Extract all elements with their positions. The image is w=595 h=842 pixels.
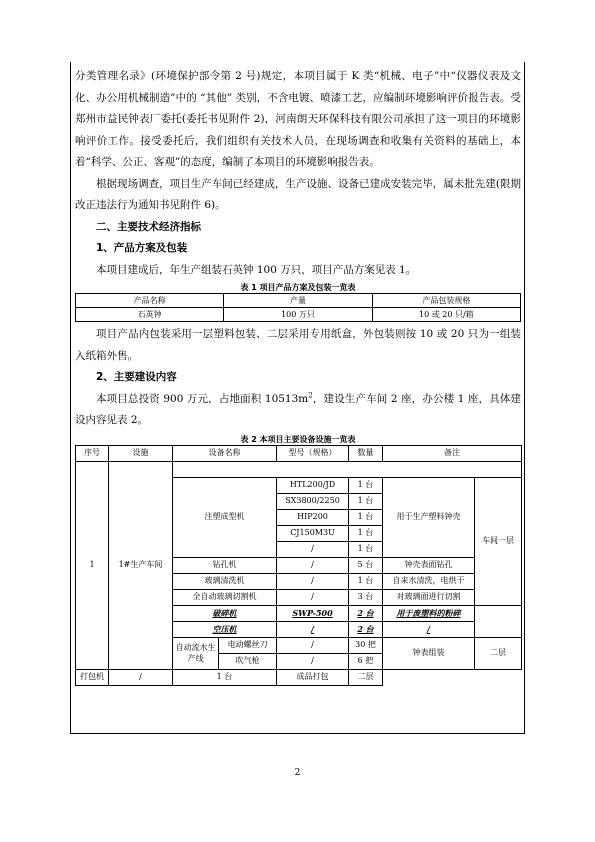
- table-cell: 破碎机: [173, 605, 277, 621]
- table-cell-seq: 1: [76, 461, 109, 669]
- table-cell: HTL200/JD: [277, 477, 349, 493]
- table-cell: 打包机: [76, 669, 109, 685]
- table-header-row: [76, 294, 521, 308]
- table-cell: 二层: [475, 637, 522, 669]
- table-cell: /: [277, 541, 349, 557]
- table-cell: SX3800/2250: [277, 493, 349, 509]
- table-cell: 2 台: [349, 621, 383, 637]
- table-header-cell: 型号（规格）: [277, 445, 349, 461]
- superscript-2: 2: [308, 391, 313, 399]
- paragraph-5: [75, 389, 521, 432]
- table-row: [76, 308, 521, 322]
- page-number: 2: [294, 768, 301, 778]
- table-header-cell: 设施: [109, 445, 173, 461]
- table-cell: 1 台: [173, 669, 277, 685]
- table-cell: 100 万只: [224, 308, 372, 322]
- section-heading-2: 二、主要技术经济指标: [96, 220, 201, 233]
- paragraph-3: 本项目建成后，年生产组装石英钟 100 万只，项目产品方案见表 1。: [96, 263, 417, 276]
- table-cell: /: [277, 637, 349, 653]
- table-header-cell: 产品名称: [76, 294, 224, 308]
- paragraph-1: 分类管理名录》(环境保护部令第 2 号)规定，本项目属于 K 类“机械、电子”中“仪器仪表及文化、办公用机械制造”中的 “其他” 类别，不含电镀、喷漆工艺，应编制环境影响评价报告表。受郑州市益民钟表厂委托(委托书见附件 2)，河南朗天环保科技有限公司承担了这一项目的环境影响评价工作。接受委托后，我们组织有关技术人员，在现场调查和收集有关资料的基础上，本着“科学、公正、客观”的态度，编制了本项目的环境影响报告表。: [75, 70, 521, 168]
- table-header-cell: 数量: [349, 445, 383, 461]
- table-cell: 成品打包: [277, 669, 349, 685]
- table-cell: /: [277, 653, 349, 669]
- table-cell: /: [277, 557, 349, 573]
- table-header-row: [76, 445, 522, 461]
- table-cell: 钻孔机: [173, 557, 277, 573]
- table-cell: /: [277, 621, 349, 637]
- table-cell: 自来水清洗，电烘干: [383, 573, 475, 589]
- paragraph-5-text-b: ，建设生产车间 2 座，办公楼 1 座，具体建设内容见表 2。: [75, 392, 521, 426]
- table-cell-line-group: [173, 637, 277, 669]
- table-cell: 5 台: [349, 557, 383, 573]
- table-cell-facility: 1#生产车间: [109, 461, 173, 669]
- table-cell: 对玻璃面进行切割: [383, 589, 475, 605]
- table-cell: CJ150M3U: [277, 525, 349, 541]
- paragraph-5-text-a: 本项目总投资 900 万元，占地面积 10513m: [96, 392, 309, 405]
- table-cell: 1 台: [349, 525, 383, 541]
- table-cell: 注塑成型机: [173, 477, 277, 557]
- table2-caption: 表 2 本项目主要设备设施一览表: [240, 434, 356, 444]
- table-cell-empty: [349, 461, 383, 477]
- table-cell: 2 台: [349, 605, 383, 621]
- subheading-2: 2、主要建设内容: [96, 371, 177, 383]
- table-cell: /: [109, 669, 173, 685]
- table-header-cell: 产量: [224, 294, 372, 308]
- table-1: [75, 293, 521, 322]
- document-body: [75, 66, 521, 686]
- table-row: [76, 669, 522, 685]
- table-header-cell: 设备名称: [173, 445, 277, 461]
- table-header-cell: 备注: [383, 445, 522, 461]
- paragraph-4: 项目产品内包装采用一层塑料包装、二层采用专用纸盒，外包装则按 10 或 20 只为一组装入纸箱外售。: [75, 328, 521, 362]
- table-cell: 钟表组装: [383, 637, 475, 669]
- table-row: [76, 461, 522, 477]
- table-cell: 1 台: [349, 509, 383, 525]
- table-cell: 6 把: [349, 653, 383, 669]
- table-cell: 车间一层: [475, 477, 522, 605]
- table-cell: 10 或 20 只/箱: [372, 308, 520, 322]
- table-cell-empty: [383, 461, 522, 477]
- table-header-cell: 序号: [76, 445, 109, 461]
- table-cell: 电动螺丝刀: [219, 638, 276, 654]
- table-cell: 吹气枪: [235, 656, 260, 665]
- table-cell: 用于废塑料的粉碎: [383, 605, 475, 621]
- table-cell: 1 台: [349, 573, 383, 589]
- table-header-cell: 产品包装规格: [372, 294, 520, 308]
- table-cell: 1 台: [349, 493, 383, 509]
- table-cell: 自动流水生产线: [173, 638, 219, 669]
- table-cell: 用于生产塑料钟壳: [383, 477, 475, 557]
- subheading-1: 1、产品方案及包装: [96, 242, 188, 254]
- table-cell: 空压机: [173, 621, 277, 637]
- table-cell: SWP-500: [277, 605, 349, 621]
- table-cell: 玻璃清洗机: [173, 573, 277, 589]
- table-cell: 1 台: [349, 541, 383, 557]
- table-cell: 30 把: [349, 637, 383, 653]
- table-cell: /: [383, 621, 475, 637]
- table-cell: 全自动玻璃切割机: [173, 589, 277, 605]
- table-cell: 3 台: [349, 589, 383, 605]
- table-cell: 钟壳表面钻孔: [383, 557, 475, 573]
- table-cell: 二层: [349, 669, 383, 685]
- table-cell: /: [277, 573, 349, 589]
- table1-caption: 表 1 项目产品方案及包装一览表: [240, 283, 356, 292]
- table-cell: HIP200: [277, 509, 349, 525]
- table-2: [75, 445, 522, 686]
- table-cell: /: [277, 589, 349, 605]
- table-cell: 1 台: [349, 477, 383, 493]
- nested-line-table: [173, 638, 276, 669]
- paragraph-2: 根据现场调查，项目生产车间已经建成，生产设施、设备已建成安装完毕，属未批先建(限期改正违法行为通知书见附件 6)。: [75, 177, 521, 211]
- table-cell-empty: [475, 605, 522, 637]
- table-cell-empty: [173, 461, 349, 477]
- table-cell: 石英钟: [76, 308, 224, 322]
